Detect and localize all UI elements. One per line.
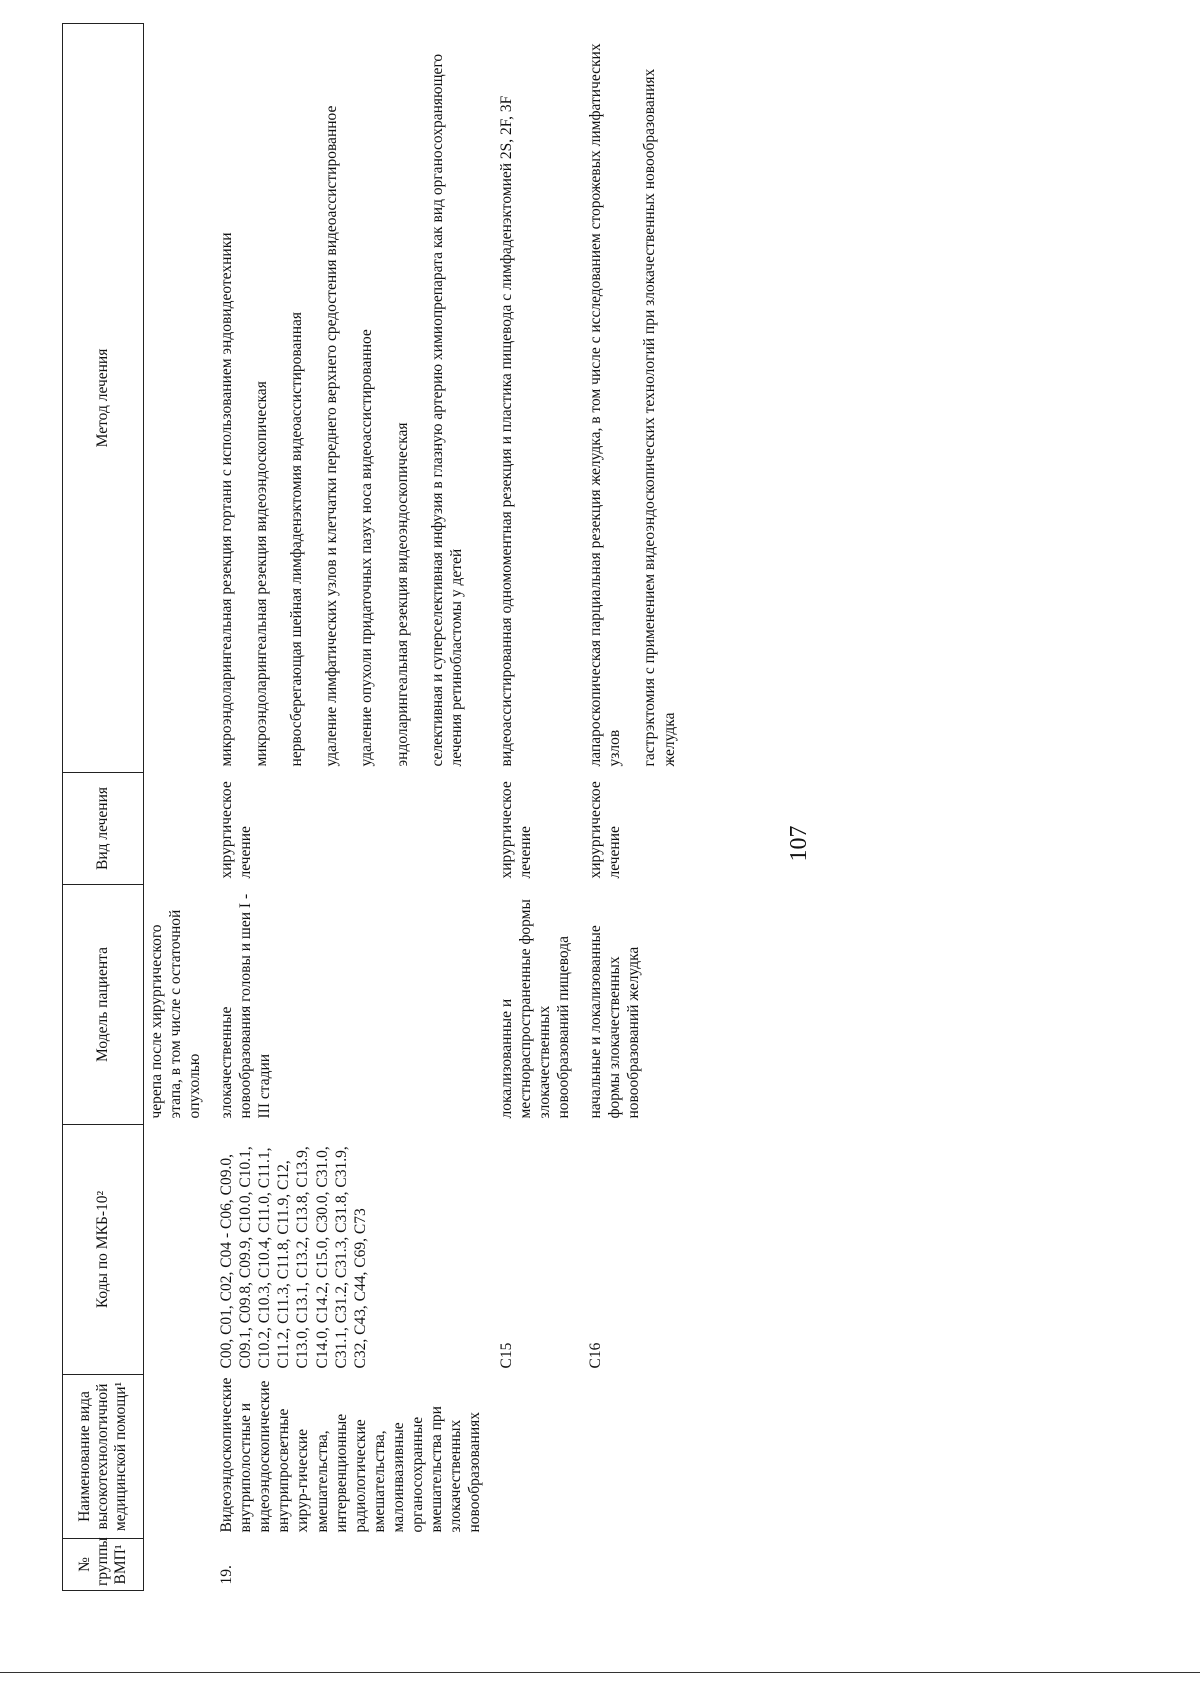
method-item: эндоларингеальная резекция видеоэндоскопическая xyxy=(393,422,411,767)
vmp-table xyxy=(62,23,705,1591)
method-item: видеоассистированная одномоментная резекция и пластика пищевода с лимфаденэктомией 2S, 2F, 3F xyxy=(498,95,516,767)
method-item: удаление лимфатических узлов и клетчатки переднего верхнего средостения видеоассистированное xyxy=(323,105,341,767)
codes-cell: C15 xyxy=(498,1342,516,1369)
treatment-type-cell: хирургическое лечение xyxy=(218,781,255,879)
page-number: 107 xyxy=(786,825,812,862)
header-name: Наименование вида высокотехнологичной медицинской помощи¹ xyxy=(63,1375,144,1539)
table-row xyxy=(583,24,704,1591)
header-codes: Коды по МКБ-10² xyxy=(63,1125,144,1375)
header-type: Вид лечения xyxy=(63,773,144,885)
method-item: селективная и суперселективная инфузия в глазную артерию химиопрепарата как вид органосохраняющего лечения ретинобластомы у детей xyxy=(428,53,465,767)
header-num: № группы ВМП¹ xyxy=(63,1539,144,1591)
treatment-type-cell: хирургическое лечение xyxy=(587,781,624,879)
table-header-row xyxy=(63,24,144,1591)
codes-cell: C00, C01, C02, C04 - C06, C09.0, C09.1, C09.8, C09.9, C10.0, C10.1, C10.2, C10.3, C10.4, C11.0, C11.1, C11.2, C11.3, C11.8, C11.9, C12, C13.0, C13.1, C13.2, C13.8, C13.9, C14.0, C14.2, C15.0, C30.0, C31.0, C31.1, C31.2, C31.3, C31.8, C31.9, C32, C43, C44, C69, C73 xyxy=(218,1146,369,1369)
header-model: Модель пациента xyxy=(63,885,144,1125)
table-row xyxy=(214,24,494,1591)
method-cell xyxy=(214,24,494,773)
method-cell xyxy=(494,24,583,773)
model-cell: злокачественные новообразования головы и шеи I - III стадии xyxy=(218,893,274,1119)
vmp-name-cell: Видеоэндоскопические внутриполостные и видеоэндоскопические внутрипросветные хирур-гические вмешательства, интервенционные радиологические вмешательства, малоинвазивные органосохранные вмешательства при злокачественных новообразованиях xyxy=(218,1377,483,1533)
method-item: микроэндоларингеальная резекция гортани с использованием эндовидеотехники xyxy=(218,232,236,767)
scan-edge-line xyxy=(0,1672,1200,1673)
group-number: 19. xyxy=(218,1565,236,1585)
method-item: микроэндоларингеальная резекция видеоэндоскопическая xyxy=(253,381,271,767)
codes-cell: C16 xyxy=(587,1342,605,1369)
model-cell: начальные и локализованные формы злокачественных новообразований желудка xyxy=(587,925,643,1119)
treatment-type-cell: хирургическое лечение xyxy=(498,781,535,879)
model-cell: локализованные и местнораспространенные формы злокачественных новообразований пищевода xyxy=(498,899,573,1119)
table-row xyxy=(144,24,215,1591)
method-item: гастрэктомия с применением видеоэндоскопических технологий при злокачественных новообразованиях желудка xyxy=(641,68,678,767)
header-method: Метод лечения xyxy=(63,24,144,773)
method-item: лапароскопическая парциальная резекция желудка, в том числе с исследованием сторожевых лимфатических узлов xyxy=(587,43,624,767)
model-cell: черепа после хирургического этапа, в том числе с остаточной опухолью xyxy=(148,909,204,1119)
table-row xyxy=(494,24,583,1591)
method-item: удаление опухоли придаточных пазух носа видеоассистированное xyxy=(358,329,376,767)
method-cell xyxy=(583,24,704,773)
method-item: нервосберегающая шейная лимфаденэктомия видеоассистированная xyxy=(288,312,306,767)
